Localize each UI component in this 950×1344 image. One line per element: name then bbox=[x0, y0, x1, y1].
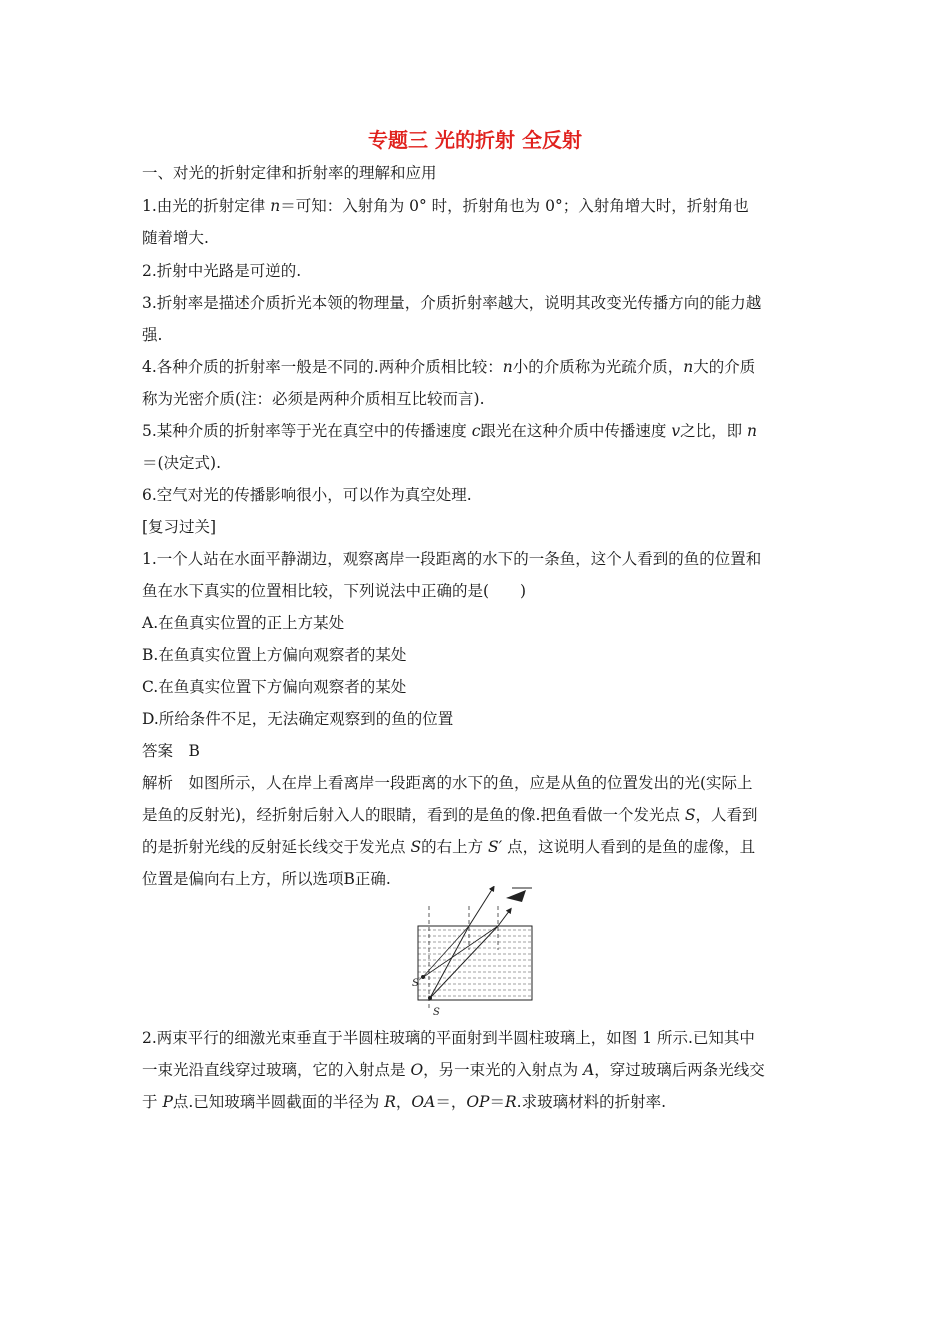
eye-icon bbox=[506, 888, 532, 902]
q2-line-3 bbox=[142, 1092, 822, 1112]
q1-analysis-line-1: 解析 如图所示，人在岸上看离岸一段距离的水下的鱼，应是从鱼的位置发出的光(实际上 bbox=[142, 774, 753, 792]
var-r: R bbox=[505, 1093, 517, 1111]
text: 的右上方 bbox=[421, 838, 488, 856]
text: ，另一束光的入射点为 bbox=[423, 1061, 584, 1079]
q1-stem-line-2: 鱼在水下真实的位置相比较，下列说法中正确的是( ) bbox=[142, 582, 527, 600]
q2-line-2 bbox=[142, 1060, 822, 1080]
point-4-line-2: 称为光密介质(注：必须是两种介质相互比较而言). bbox=[142, 390, 485, 408]
var-oa: OA bbox=[411, 1093, 436, 1111]
text: ，穿过玻璃后两条光线交 bbox=[594, 1061, 765, 1079]
q1-analysis-line-3 bbox=[142, 837, 822, 857]
q1-option-d: D.所给条件不足，无法确定观察到的鱼的位置 bbox=[142, 710, 454, 728]
point-5-line-1 bbox=[142, 421, 822, 441]
text: 小的介质称为光疏介质， bbox=[512, 358, 684, 376]
text: 是鱼的反射光)，经折射后射入人的眼睛，看到的是鱼的像.把鱼看做一个发光点 bbox=[142, 806, 685, 824]
q1-option-b: B.在鱼真实位置上方偏向观察者的某处 bbox=[142, 646, 407, 664]
q1-option-c: C.在鱼真实位置下方偏向观察者的某处 bbox=[142, 678, 407, 696]
text: 于 bbox=[142, 1093, 163, 1111]
var-c: c bbox=[471, 422, 481, 440]
text: 一束光沿直线穿过玻璃，它的入射点是 bbox=[142, 1061, 411, 1079]
text: ＝可知：入射角为 0° 时，折射角也为 0°；入射角增大时，折射角也 bbox=[280, 197, 749, 215]
section-heading: 一、对光的折射定律和折射率的理解和应用 bbox=[142, 164, 437, 182]
label-s: S bbox=[433, 1007, 440, 1018]
var-n: n bbox=[270, 197, 281, 215]
point-s bbox=[428, 996, 432, 1000]
label-s-prime: S′ bbox=[412, 978, 422, 989]
text: ＝ bbox=[489, 1093, 505, 1111]
point-1-line-2: 随着增大. bbox=[142, 229, 209, 247]
var-v: v bbox=[671, 422, 681, 440]
text: 大的介质 bbox=[693, 358, 756, 376]
point-s-prime bbox=[421, 975, 425, 979]
point-3-line-1: 3.折射率是描述介质折光本领的物理量，介质折射率越大，说明其改变光传播方向的能力越 bbox=[142, 294, 762, 312]
text: ，人看到 bbox=[695, 806, 758, 824]
text: 的是折射光线的反射延长线交于发光点 bbox=[142, 838, 411, 856]
point-4-line-1 bbox=[142, 357, 822, 377]
var-op: OP bbox=[466, 1093, 490, 1111]
var-s: S bbox=[410, 838, 422, 856]
point-1-line-1 bbox=[142, 196, 822, 216]
var-n: n bbox=[747, 422, 758, 440]
q1-answer: 答案 B bbox=[142, 742, 200, 760]
point-2: 2.折射中光路是可逆的. bbox=[142, 262, 302, 280]
text: 4.各种介质的折射率一般是不同的.两种介质相比较： bbox=[142, 358, 503, 376]
var-n: n bbox=[502, 358, 513, 376]
var-a: A bbox=[583, 1061, 595, 1079]
text: 之比，即 bbox=[680, 422, 748, 440]
q2-line-1: 2.两束平行的细激光束垂直于半圆柱玻璃的平面射到半圆柱玻璃上，如图 1 所示.已知其中 bbox=[142, 1029, 755, 1047]
page-title: 专题三 光的折射 全反射 bbox=[368, 128, 582, 152]
text: ， bbox=[395, 1093, 412, 1111]
text: 跟光在这种介质中传播速度 bbox=[480, 422, 672, 440]
var-n: n bbox=[683, 358, 694, 376]
q1-option-a: A.在鱼真实位置的正上方某处 bbox=[142, 614, 345, 632]
point-6: 6.空气对光的传播影响很小，可以作为真空处理. bbox=[142, 486, 472, 504]
text: 1.由光的折射定律 bbox=[142, 197, 271, 215]
var-p: P bbox=[162, 1093, 173, 1111]
q1-analysis-line-2 bbox=[142, 805, 822, 825]
var-s: S bbox=[684, 806, 696, 824]
text: .求玻璃材料的折射率. bbox=[516, 1093, 667, 1111]
point-5-line-2: ＝(决定式). bbox=[142, 454, 222, 472]
q1-stem-line-1: 1.一个人站在水面平静湖边，观察离岸一段距离的水下的一条鱼，这个人看到的鱼的位置和 bbox=[142, 550, 762, 568]
text: ＝， bbox=[435, 1093, 467, 1111]
var-s-prime: S′ bbox=[488, 838, 503, 856]
text: 点，这说明人看到的是鱼的虚像，且 bbox=[502, 838, 756, 856]
point-3-line-2: 强. bbox=[142, 326, 163, 344]
text: 点.已知玻璃半圆截面的半径为 bbox=[172, 1093, 385, 1111]
light-rays bbox=[422, 888, 510, 998]
q1-analysis-line-4: 位置是偏向右上方，所以选项B正确. bbox=[142, 870, 391, 888]
refraction-figure bbox=[410, 886, 540, 1018]
var-o: O bbox=[410, 1061, 424, 1079]
text: 5.某种介质的折射率等于光在真空中的传播速度 bbox=[142, 422, 472, 440]
var-r: R bbox=[384, 1093, 396, 1111]
review-heading: [复习过关] bbox=[142, 518, 217, 536]
normal-lines bbox=[429, 906, 498, 1010]
